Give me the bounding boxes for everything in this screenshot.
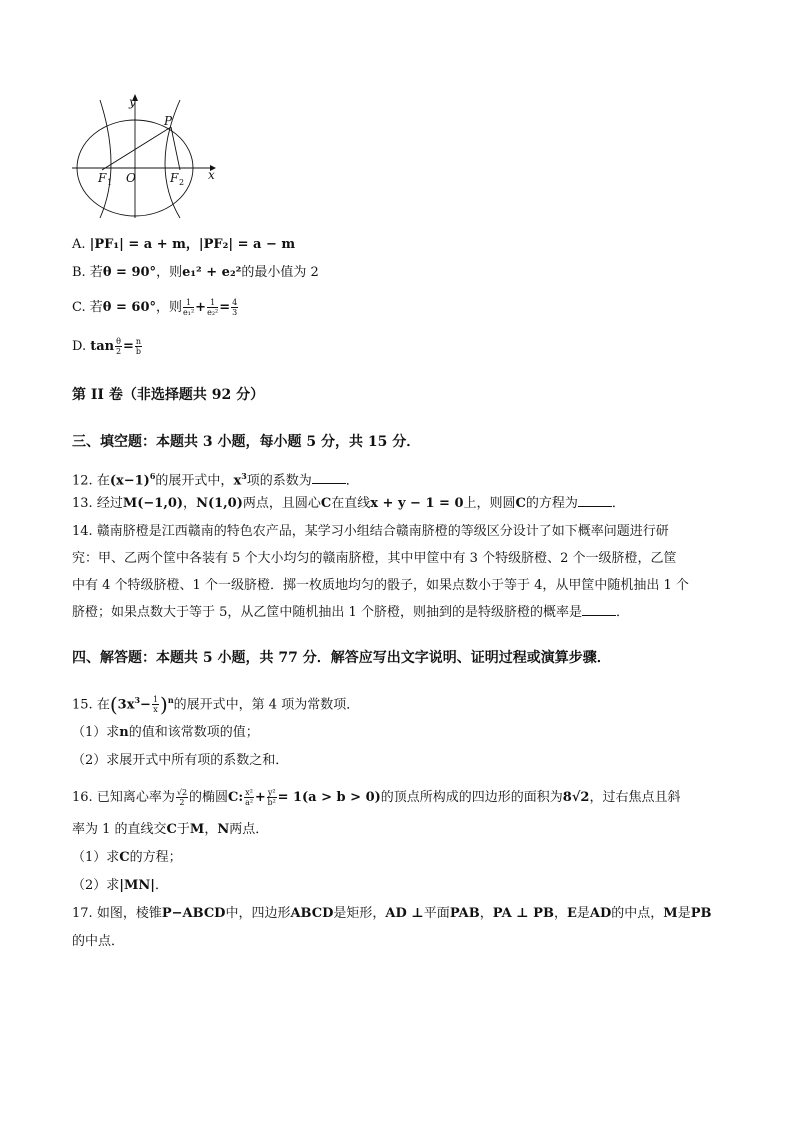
option-b-mid: ，则 xyxy=(156,265,183,280)
option-d[interactable] xyxy=(72,335,143,359)
option-c-frac3: $\frac{4}{3}$ xyxy=(232,298,238,317)
option-c[interactable]: C. 若θ = 60°，则 $\frac{1}{\text{e₁²}}$ + $\frac{1}{\text{e₂²}}$ = $\frac{4}{3}$ xyxy=(72,298,238,317)
option-c-cond: θ = 60° xyxy=(102,300,156,315)
q14-answer-blank[interactable] xyxy=(582,604,616,616)
label-x: x xyxy=(208,168,215,182)
q13-answer-blank[interactable] xyxy=(578,495,612,507)
option-d-eq: = xyxy=(122,339,134,354)
option-b-expr: e₁² + e₂² xyxy=(182,265,242,280)
question-12: 12. 在$(x-1)^6$的展开式中，$x^3$项的系数为 ． xyxy=(72,471,359,489)
question-17: 17. 如图，棱锥P−ABCD中，四边形ABCD是矩形，AD ⊥平面PAB，PA ⊥ PB，E是AD的中点，M是PB xyxy=(72,906,712,921)
option-a-label: A. xyxy=(72,237,86,252)
q12-expr: (x−1) xyxy=(109,473,150,489)
q16-sub-1: （1）求C的方程； xyxy=(72,850,182,865)
option-b-label: B. xyxy=(72,265,86,280)
option-d-tan: tan xyxy=(90,339,115,354)
segment-pf1 xyxy=(102,127,171,170)
q15-sub-2: （2）求展开式中所有项的系数之和． xyxy=(72,753,289,768)
option-c-frac2: $\frac{1}{\text{e₂²}}$ xyxy=(207,298,219,317)
option-c-eq: = xyxy=(219,300,231,315)
label-f1: F xyxy=(98,171,107,185)
label-p: P xyxy=(164,114,173,128)
label-y: y xyxy=(129,95,136,109)
section3-title: 三、填空题：本题共 3 小题，每小题 5 分，共 15 分． xyxy=(72,434,421,450)
option-c-mid: ，则 xyxy=(156,300,183,315)
q16-line-2: 率为 1 的直线交C于M，N两点． xyxy=(72,822,269,837)
option-b[interactable] xyxy=(72,263,319,283)
question-16: 16. 已知离心率为 $\frac{√2}{2}$ 的椭圆C: $\frac{\text{x²}}{\text{a²}}$ + $\frac{\text{y²}}{\text{b²}}$ = 1(a > b > 0)的顶点所构成的四边形的面积为8√2，过右焦点且斜 xyxy=(72,788,681,807)
label-f1-sub: 1 xyxy=(107,178,113,187)
option-c-pre: 若 xyxy=(89,300,103,315)
label-f2-sub: 2 xyxy=(179,178,185,187)
q17-line-2: 的中点． xyxy=(72,934,125,949)
q14-line-4: 脐橙；如果点数大于等于 5，从乙筐中随机抽出 1 个脐橙，则抽到的是特级脐橙的概率是 ． xyxy=(72,605,629,620)
option-b-post: 的最小值为 2 xyxy=(241,265,319,280)
option-c-frac1: $\frac{1}{\text{e₁²}}$ xyxy=(183,298,195,317)
option-d-frac2: $\frac{n}{b}$ xyxy=(135,337,142,356)
question-15: 15. 在($3x^3-$ $\frac{1}{x}$ )$^n$的展开式中，第 4 项为常数项． xyxy=(72,692,360,717)
hyperbola-left-branch xyxy=(100,100,111,218)
q14-line-1: 14. 赣南脐橙是江西赣南的特色农产品，某学习小组结合赣南脐橙的等级区分设计了如下概率问题进行研 xyxy=(72,524,669,539)
q12-answer-blank[interactable] xyxy=(312,472,346,484)
option-a[interactable] xyxy=(72,235,295,255)
q14-line-2: 究：甲、乙两个筐中各装有 5 个大小均匀的赣南脐橙，其中甲筐中有 3 个特级脐橙、2 个一级脐橙，乙筐 xyxy=(72,551,677,566)
option-b-cond: θ = 90° xyxy=(102,265,157,280)
label-f2: F xyxy=(170,171,179,185)
q14-line-3: 中有 4 个特级脐橙、1 个一级脐橙．掷一枚质地均匀的骰子，如果点数小于等于 4，从甲筐中随机抽出 1 个 xyxy=(72,578,689,593)
q16-sub-2: （2）求|MN|． xyxy=(72,878,169,893)
q15-sub-1: （1）求n的值和该常数项的值； xyxy=(72,725,259,740)
option-c-label: C. xyxy=(72,300,86,315)
option-d-frac1: $\frac{\theta}{2}$ xyxy=(115,337,122,356)
option-b-pre: 若 xyxy=(89,265,103,280)
part2-title: 第 II 卷（非选择题共 92 分） xyxy=(72,387,265,403)
ellipse-hyperbola-figure xyxy=(70,94,220,224)
question-13: 13. 经过M(−1,0)，N(1,0)两点，且圆心C在直线x + y − 1 = 0上，则圆C的方程为 ． xyxy=(72,496,625,511)
section4-title: 四、解答题：本题共 5 小题，共 77 分．解答应写出文字说明、证明过程或演算步骤． xyxy=(72,650,611,666)
option-a-text: |PF₁| = a + m，|PF₂| = a − m xyxy=(89,237,296,252)
option-d-label: D. xyxy=(72,339,87,354)
question-14 xyxy=(72,518,724,626)
label-o: O xyxy=(126,171,136,185)
